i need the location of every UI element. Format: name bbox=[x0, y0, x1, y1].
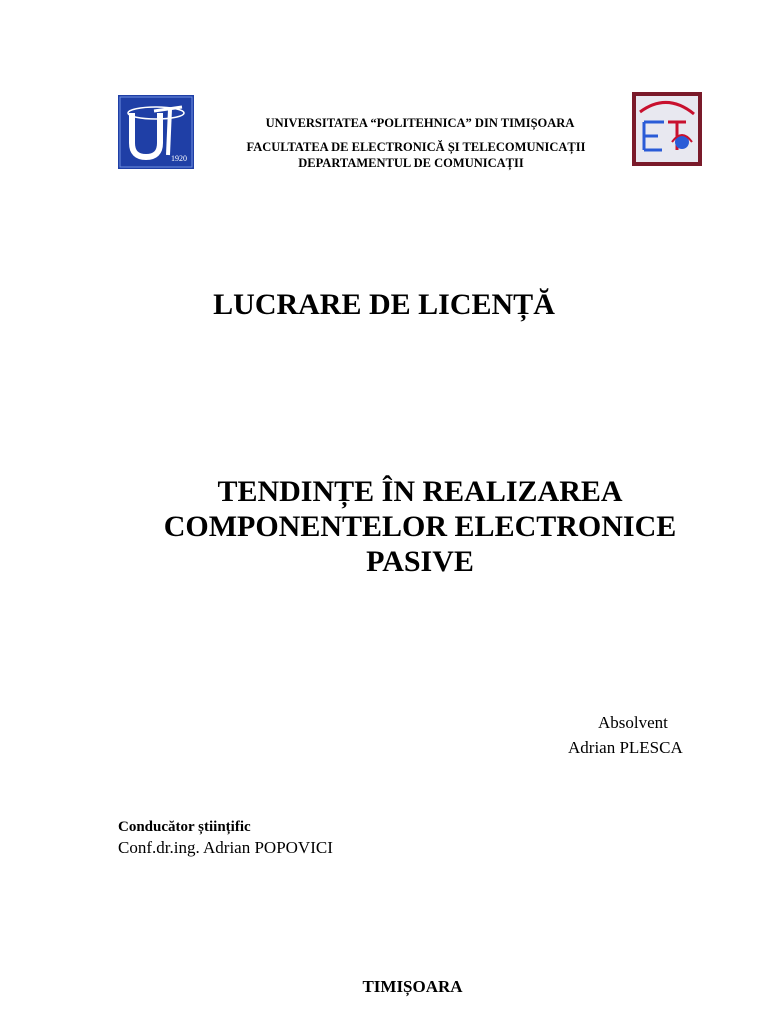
thesis-subject bbox=[0, 474, 768, 579]
faculty-name: FACULTATEA DE ELECTRONICĂ ȘI TELECOMUNICAȚII bbox=[246, 140, 586, 154]
svg-text:1920: 1920 bbox=[171, 154, 187, 163]
document-type-title: LUCRARE DE LICENȚĂ bbox=[213, 288, 555, 321]
department-name: DEPARTAMENTUL DE COMUNICAȚII bbox=[298, 156, 524, 170]
supervisor-name: Conf.dr.ing. Adrian POPOVICI bbox=[118, 838, 333, 857]
city-name: TIMIȘOARA bbox=[362, 977, 463, 996]
university-name: UNIVERSITATEA “POLITEHNICA” DIN TIMIȘOARA bbox=[265, 116, 575, 130]
author-label: Absolvent bbox=[598, 713, 668, 732]
upt-university-logo-icon bbox=[118, 95, 194, 169]
etc-faculty-logo-icon bbox=[632, 92, 702, 166]
subject-line: COMPONENTELOR ELECTRONICE bbox=[163, 510, 677, 543]
subject-line: TENDINȚE ÎN REALIZAREA bbox=[217, 475, 623, 508]
subject-line: PASIVE bbox=[366, 545, 474, 578]
supervisor-label: Conducător științific bbox=[118, 819, 251, 835]
author-name: Adrian PLESCA bbox=[568, 738, 683, 757]
